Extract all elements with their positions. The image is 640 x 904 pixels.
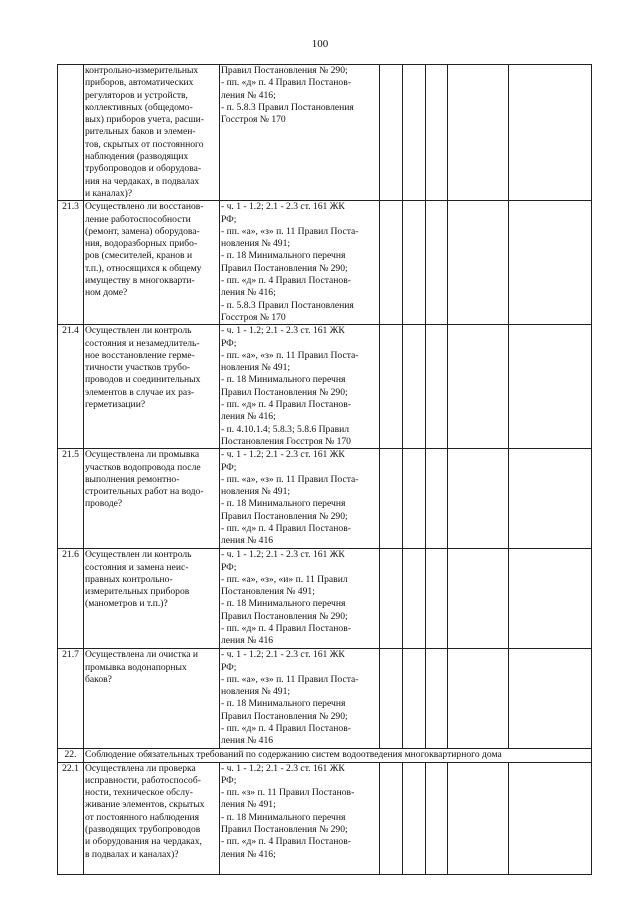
reference-line: - п. 18 Минимального перечня <box>221 374 346 386</box>
reference-line: - пп. «а», «з» п. 11 Правил Поста- <box>221 673 359 685</box>
question-line: элементов в случае их раз- <box>85 386 195 398</box>
answer-cell <box>380 449 403 549</box>
reference-line: - п. 18 Минимального перечня <box>221 250 346 262</box>
row-number: 21.3 <box>58 201 84 325</box>
answer-cell <box>509 449 592 549</box>
answer-cell <box>509 549 592 649</box>
question-line: и оборудования на чердаках, <box>85 836 202 848</box>
reference-line: - пп. «д» п. 4 Правил Постанов- <box>221 275 351 287</box>
answer-cell <box>426 325 448 449</box>
reference-line: - п. 18 Минимального перечня <box>221 698 346 710</box>
row-number: 22.1 <box>58 762 84 874</box>
references-cell <box>220 449 380 549</box>
question-line: ном доме? <box>85 287 128 299</box>
references-cell <box>220 762 380 874</box>
question-cell <box>84 65 220 201</box>
question-cell <box>84 449 220 549</box>
reference-line: - пп. «а», «з» п. 11 Правил Поста- <box>221 473 359 485</box>
reference-line: - п. 5.8.3 Правил Постановления <box>221 299 354 311</box>
reference-line: Госстроя № 170 <box>221 114 286 126</box>
row-number <box>58 65 84 201</box>
reference-line: ления № 491; <box>221 799 276 811</box>
answer-cell <box>509 201 592 325</box>
reference-line: ления № 416; <box>221 287 276 299</box>
answer-cell <box>403 649 426 749</box>
question-line: т.п.), относящихся к общему <box>85 262 202 274</box>
question-line: рительных баков и элемен- <box>85 126 196 138</box>
reference-line: новления № 491; <box>221 238 291 250</box>
references-cell <box>220 65 380 201</box>
table-row <box>58 65 592 201</box>
question-line: (разводящих трубопроводов <box>85 824 201 836</box>
reference-line: Правил Постановления № 290; <box>221 710 348 722</box>
reference-line: Госстроя № 170 <box>221 311 286 323</box>
answer-cell <box>448 549 509 649</box>
reference-line: - ч. 1 - 1.2; 2.1 - 2.3 ст. 161 ЖК <box>221 449 345 461</box>
answer-cell <box>403 449 426 549</box>
reference-line: - п. 18 Минимального перечня <box>221 811 346 823</box>
question-line: тов, скрытых от постоянного <box>85 138 204 150</box>
question-line: и каналах)? <box>85 187 133 199</box>
question-line: ление работоспособности <box>85 213 191 225</box>
reference-line: - п. 5.8.3 Правил Постановления <box>221 101 354 113</box>
answer-cell <box>403 549 426 649</box>
reference-line: - ч. 1 - 1.2; 2.1 - 2.3 ст. 161 ЖК <box>221 325 345 337</box>
reference-line: РФ; <box>221 561 237 573</box>
section-number: 22. <box>58 749 84 762</box>
answer-cell <box>448 449 509 549</box>
question-line: Осуществлена ли промывка <box>85 449 200 461</box>
references-cell <box>220 325 380 449</box>
question-line: вых) приборов учета, расши- <box>85 114 204 126</box>
reference-line: Правил Постановления № 290; <box>221 610 348 622</box>
reference-line: РФ; <box>221 213 237 225</box>
row-number: 21.7 <box>58 649 84 749</box>
table-row <box>58 762 592 874</box>
answer-cell <box>448 762 509 874</box>
reference-line: - пп. «а», «з» п. 11 Правил Поста- <box>221 349 359 361</box>
question-line: проводе? <box>85 498 123 510</box>
question-line: имуществу в многокварти- <box>85 275 195 287</box>
question-line: (ремонт, замена) оборудова- <box>85 225 200 237</box>
question-cell <box>84 201 220 325</box>
row-number: 21.6 <box>58 549 84 649</box>
reference-line: ления № 416 <box>221 735 274 747</box>
question-cell <box>84 649 220 749</box>
table-row <box>58 649 592 749</box>
question-line: Осуществлена ли очистка и <box>85 649 199 661</box>
question-line: приборов, автоматических <box>85 77 194 89</box>
question-line: Осуществлен ли контроль <box>85 549 192 561</box>
answer-cell <box>380 649 403 749</box>
reference-line: - пп. «а», «з» п. 11 Правил Поста- <box>221 225 359 237</box>
reference-line: Правил Постановления № 290; <box>221 262 348 274</box>
answer-cell <box>509 649 592 749</box>
question-line: Осуществлен ли контроль <box>85 325 192 337</box>
reference-line: РФ; <box>221 461 237 473</box>
reference-line: - пп. «д» п. 4 Правил Постанов- <box>221 77 351 89</box>
question-line: наблюдения (разводящих <box>85 151 189 163</box>
answer-cell <box>403 325 426 449</box>
table-row <box>58 449 592 549</box>
question-line: промывка водонапорных <box>85 661 187 673</box>
table-row <box>58 201 592 325</box>
question-line: Осуществлена ли проверка <box>85 762 196 774</box>
reference-line: - ч. 1 - 1.2; 2.1 - 2.3 ст. 161 ЖК <box>221 649 345 661</box>
question-line: измерительных приборов <box>85 586 190 598</box>
question-line: исправности, работоспособ- <box>85 774 201 786</box>
reference-line: - ч. 1 - 1.2; 2.1 - 2.3 ст. 161 ЖК <box>221 549 345 561</box>
question-line: ров (смесителей, кранов и <box>85 250 193 262</box>
answer-cell <box>448 65 509 201</box>
reference-line: ления № 416; <box>221 411 276 423</box>
answer-cell <box>380 762 403 874</box>
question-line: коллективных (общедомо- <box>85 101 193 113</box>
reference-line: РФ; <box>221 337 237 349</box>
references-cell <box>220 649 380 749</box>
reference-line: - пп. «д» п. 4 Правил Постанов- <box>221 399 351 411</box>
reference-line: - п. 4.10.1.4; 5.8.3; 5.8.6 Правил <box>221 423 350 435</box>
reference-line: Правил Постановления № 290; <box>221 824 348 836</box>
answer-cell <box>448 201 509 325</box>
answer-cell <box>380 201 403 325</box>
answer-cell <box>380 549 403 649</box>
question-line: в подвалах и каналах)? <box>85 848 179 860</box>
question-line: (манометров и т.п.)? <box>85 598 168 610</box>
answer-cell <box>426 762 448 874</box>
reference-line: - п. 18 Минимального перечня <box>221 598 346 610</box>
reference-line: - п. 18 Минимального перечня <box>221 498 346 510</box>
section-row <box>58 749 592 762</box>
question-line: состояния и замена неис- <box>85 561 189 573</box>
question-line: герметизации? <box>85 399 146 411</box>
question-line: тичности участков трубо- <box>85 362 191 374</box>
references-cell <box>220 549 380 649</box>
reference-line: - пп. «д» п. 4 Правил Постанов- <box>221 723 351 735</box>
reference-line: - пп. «д» п. 4 Правил Постанов- <box>221 623 351 635</box>
reference-line: ления № 416; <box>221 848 276 860</box>
question-line: состояния и незамедлитель- <box>85 337 200 349</box>
reference-line: РФ; <box>221 774 237 786</box>
answer-cell <box>426 549 448 649</box>
reference-line: Постановления № 491; <box>221 586 315 598</box>
reference-line: Правил Постановления № 290; <box>221 386 348 398</box>
question-cell <box>84 549 220 649</box>
answer-cell <box>403 762 426 874</box>
answer-cell <box>509 762 592 874</box>
checklist-table <box>57 64 592 875</box>
question-line: от постоянного наблюдения <box>85 811 200 823</box>
reference-line: Правил Постановления № 290; <box>221 510 348 522</box>
question-cell <box>84 325 220 449</box>
reference-line: ления № 416 <box>221 535 274 547</box>
question-line: ния на чердаках, в подвалах <box>85 175 200 187</box>
question-line: ное восстановление герме- <box>85 349 195 361</box>
reference-line: - пп. «д» п. 4 Правил Постанов- <box>221 523 351 535</box>
section-title: Соблюдение обязательных требований по содержанию систем водоотведения многоквартирного дома <box>84 749 592 762</box>
reference-line: - ч. 1 - 1.2; 2.1 - 2.3 ст. 161 ЖК <box>221 762 345 774</box>
question-line: строительных работ на водо- <box>85 486 204 498</box>
answer-cell <box>380 65 403 201</box>
question-line: регуляторов и устройств, <box>85 89 188 101</box>
answer-cell <box>426 649 448 749</box>
page-number: 100 <box>311 38 329 50</box>
reference-line: новления № 491; <box>221 686 291 698</box>
answer-cell <box>403 201 426 325</box>
question-line: участков водопровода после <box>85 461 201 473</box>
question-line: трубопроводов и оборудова- <box>85 163 202 175</box>
reference-line: ления № 416 <box>221 635 274 647</box>
answer-cell <box>509 325 592 449</box>
answer-cell <box>403 65 426 201</box>
reference-line: новления № 491; <box>221 486 291 498</box>
answer-cell <box>380 325 403 449</box>
reference-line: - ч. 1 - 1.2; 2.1 - 2.3 ст. 161 ЖК <box>221 201 345 213</box>
row-number: 21.4 <box>58 325 84 449</box>
answer-cell <box>509 65 592 201</box>
question-line: ности, техническое обслу- <box>85 787 193 799</box>
reference-line: - пп. «а», «з», «и» п. 11 Правил <box>221 573 348 585</box>
answer-cell <box>426 65 448 201</box>
reference-line: ления № 416; <box>221 89 276 101</box>
reference-line: Постановления Госстроя № 170 <box>221 435 351 447</box>
table-row <box>58 549 592 649</box>
table-row <box>58 325 592 449</box>
question-line: проводов и соединительных <box>85 374 201 386</box>
answer-cell <box>448 325 509 449</box>
question-cell <box>84 762 220 874</box>
question-line: Осуществлено ли восстанов- <box>85 201 204 213</box>
reference-line: новления № 491; <box>221 362 291 374</box>
answer-cell <box>448 649 509 749</box>
reference-line: - пп. «д» п. 4 Правил Постанов- <box>221 836 351 848</box>
question-line: контрольно-измерительных <box>85 65 199 76</box>
question-line: живание элементов, скрытых <box>85 799 205 811</box>
reference-line: Правил Постановления № 290; <box>221 65 348 76</box>
question-line: ния, водоразборных прибо- <box>85 238 198 250</box>
reference-line: - пп. «з» п. 11 Правил Постанов- <box>221 787 355 799</box>
references-cell <box>220 201 380 325</box>
row-number: 21.5 <box>58 449 84 549</box>
reference-line: РФ; <box>221 661 237 673</box>
answer-cell <box>426 201 448 325</box>
answer-cell <box>426 449 448 549</box>
question-line: правных контрольно- <box>85 573 173 585</box>
question-line: выполнения ремонтно- <box>85 473 180 485</box>
question-line: баков? <box>85 673 112 685</box>
